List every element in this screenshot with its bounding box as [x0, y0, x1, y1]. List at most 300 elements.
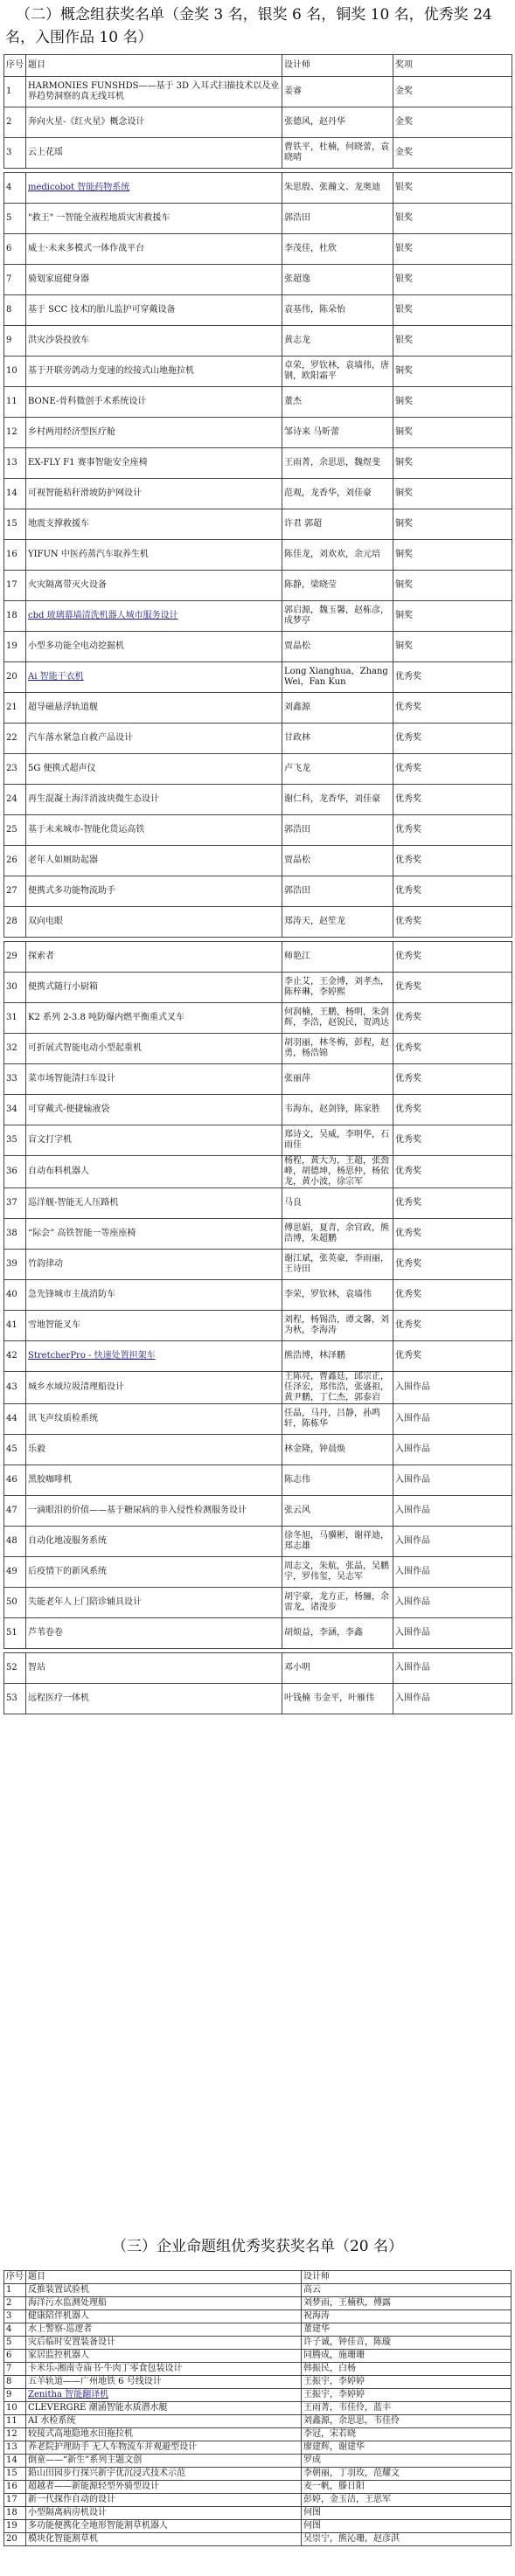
row-designer: 周志文，朱航，张晶，吴鹏宇，罗伟玺，吴志军 — [282, 1557, 393, 1588]
row-index: 30 — [4, 973, 26, 1003]
row-designer: 王振宇，李婷婷 — [302, 2389, 512, 2402]
table-row — [4, 479, 512, 509]
row-designer: 刘程，杨锡浩，谭文馨，刘为秋，李海涛 — [282, 1311, 393, 1341]
row-title: EX-FLY F1 赛事智能安全座椅 — [26, 448, 282, 479]
row-award: 入围作品 — [393, 1618, 512, 1649]
row-title: “际会” 高铁智能一等座座椅 — [26, 1219, 282, 1250]
row-index: 2 — [4, 107, 26, 138]
row-title: 鉛山田园步行探兴新宇优沉浸式技术示范 — [26, 2468, 302, 2481]
table-row — [4, 724, 512, 754]
row-designer: 谢仁科，龙香华，刘佳豪 — [282, 785, 393, 815]
row-title: 失能老年人上门陪诊辅具设计 — [26, 1588, 282, 1618]
row-designer: 刘鑫源，余思思，韦佳伶 — [302, 2415, 512, 2428]
row-designer: 李止艾，王金博，刘孝杰，陈梓琳，李婷熙 — [282, 973, 393, 1003]
row-designer: 曹铁平，杜楠，何晓蕾，袁晓晴 — [282, 138, 393, 169]
row-award: 入围作品 — [393, 1465, 512, 1496]
table-row — [4, 1372, 512, 1404]
row-title: 可折展式智能电动小型起重机 — [26, 1034, 282, 1064]
row-index: 1 — [4, 2284, 26, 2297]
table-row — [4, 509, 512, 540]
row-index: 7 — [4, 2363, 26, 2376]
row-award: 银奖 — [393, 173, 512, 204]
table-row — [4, 2415, 512, 2428]
row-title: 自动布料机器人 — [26, 1156, 282, 1188]
row-title: 巡洋舰-智能无人压路机 — [26, 1188, 282, 1219]
row-title: AI 水检系统 — [26, 2415, 302, 2428]
table-row — [4, 2284, 512, 2297]
row-title: 奔向火星-《红火星》概念设计 — [26, 107, 282, 138]
row-award: 银奖 — [393, 234, 512, 265]
table-row — [4, 295, 512, 326]
table-row — [4, 2297, 512, 2310]
row-title: 家居监控机器人 — [26, 2350, 302, 2363]
row-index: 44 — [4, 1404, 26, 1435]
row-designer: 高云 — [302, 2284, 512, 2297]
row-designer: 王振宇，李婷婷 — [302, 2376, 512, 2389]
row-title: 乐毅 — [26, 1435, 282, 1465]
award-header: 奖项 — [393, 55, 512, 77]
table-row — [4, 2402, 512, 2415]
row-designer: 何图 — [302, 2507, 512, 2520]
row-title: 雪地智能叉车 — [26, 1311, 282, 1341]
row-title: YIFUN 中医药蒸汽车取养生机 — [26, 540, 282, 571]
table-row — [4, 785, 512, 815]
row-award: 优秀奖 — [393, 907, 512, 938]
table-row — [4, 1188, 512, 1219]
table-row — [4, 2520, 512, 2533]
index-header: 序号 — [4, 2271, 26, 2284]
row-title: StretcherPro - 快速处置担架车 — [26, 1341, 282, 1372]
row-index: 7 — [4, 265, 26, 295]
row-index: 27 — [4, 876, 26, 907]
row-designer: 胡烦益，李涵，李鑫 — [282, 1618, 393, 1649]
row-index: 23 — [4, 754, 26, 785]
row-title: cbd 玻璃幕墙清洗机器人城市服务设计 — [26, 601, 282, 632]
row-index: 11 — [4, 387, 26, 418]
row-award: 优秀奖 — [393, 1034, 512, 1064]
row-title: 竹韵律动 — [26, 1250, 282, 1280]
enterprise-group-award-table — [3, 2270, 512, 2546]
row-title: 自动化地凌服务系统 — [26, 1527, 282, 1557]
row-designer: 陈静，梁晓莹 — [282, 571, 393, 601]
table-row — [4, 2350, 512, 2363]
row-designer: 姜睿 — [282, 77, 393, 107]
row-index: 25 — [4, 815, 26, 846]
row-index: 24 — [4, 785, 26, 815]
row-title: 讯飞声纹质检系统 — [26, 1404, 282, 1435]
table-row — [4, 1003, 512, 1034]
row-index: 18 — [4, 2507, 26, 2520]
row-award: 优秀奖 — [393, 1311, 512, 1341]
row-designer: Long Xianghua，Zhang Wei，Fan Kun — [282, 662, 393, 693]
row-award: 优秀奖 — [393, 1095, 512, 1125]
row-title: 可视智能秸秆滑坡防护网设计 — [26, 479, 282, 509]
row-index: 13 — [4, 2441, 26, 2455]
row-designer: 吴崇宁，熊沁珊，赵彦淇 — [302, 2533, 512, 2546]
row-title: 云上花瑶 — [26, 138, 282, 169]
table-row — [4, 1280, 512, 1311]
row-award: 优秀奖 — [393, 1250, 512, 1280]
row-designer: 刘鑫源 — [282, 693, 393, 724]
row-designer: 胡羽丽，林冬梅，彭程，赵勇，杨浩锦 — [282, 1034, 393, 1064]
row-title: 养老院护理助手 无人车物流车并观避型设计 — [26, 2441, 302, 2455]
row-index: 46 — [4, 1465, 26, 1496]
row-index: 3 — [4, 138, 26, 169]
row-designer: 叶钱楠 韦金平，叶雁伟 — [282, 1684, 393, 1714]
row-title: 火灾隔离带灭火设备 — [26, 571, 282, 601]
table-row — [4, 2310, 512, 2323]
row-designer: 郑涛天，赵笙龙 — [282, 907, 393, 938]
row-index: 9 — [4, 2389, 26, 2402]
index-header: 序号 — [4, 55, 26, 77]
row-award: 优秀奖 — [393, 942, 512, 973]
table-row — [4, 2507, 512, 2520]
row-designer: 林金隆，钟晨焕 — [282, 1435, 393, 1465]
row-award: 优秀奖 — [393, 1341, 512, 1372]
row-designer: 董杰 — [282, 387, 393, 418]
row-award: 银奖 — [393, 295, 512, 326]
row-designer: 李茂佳，杜欣 — [282, 234, 393, 265]
row-index: 49 — [4, 1557, 26, 1588]
row-index: 12 — [4, 2428, 26, 2441]
row-award: 铜奖 — [393, 479, 512, 509]
row-designer: 谢江斌，张英豪，李雨丽，王诗田 — [282, 1250, 393, 1280]
row-award: 优秀奖 — [393, 785, 512, 815]
row-index: 31 — [4, 1003, 26, 1034]
table-row — [4, 1125, 512, 1156]
row-award: 优秀奖 — [393, 876, 512, 907]
row-title: 城乡水域垃圾清理船设计 — [26, 1372, 282, 1404]
table-row — [4, 876, 512, 907]
table-row — [4, 601, 512, 632]
table-row — [4, 2481, 512, 2494]
row-award: 铜奖 — [393, 509, 512, 540]
row-title: 再生混凝土海洋消波块微生态设计 — [26, 785, 282, 815]
table-row — [4, 138, 512, 169]
row-designer: 彭婷，金玉洁，王思军 — [302, 2494, 512, 2507]
row-index: 26 — [4, 846, 26, 876]
row-designer: 郭浩田 — [282, 815, 393, 846]
table-row — [4, 265, 512, 295]
table-row — [4, 1341, 512, 1372]
row-index: 10 — [4, 357, 26, 387]
row-title: medicobot 智能药物系统 — [26, 173, 282, 204]
row-award: 优秀奖 — [393, 1156, 512, 1188]
row-designer: 韦海东，赵剑锋，陈家胜 — [282, 1095, 393, 1125]
row-index: 29 — [4, 942, 26, 973]
row-index: 4 — [4, 2323, 26, 2337]
row-title: 汽车落水紧急自救产品设计 — [26, 724, 282, 754]
row-award: 铜奖 — [393, 418, 512, 448]
row-award: 优秀奖 — [393, 846, 512, 876]
row-title: 基于开联旁鸽动力变速的绞接式山地拖拉机 — [26, 357, 282, 387]
row-designer: 董建华 — [302, 2323, 512, 2337]
row-designer: 张丽萍 — [282, 1064, 393, 1095]
row-designer: 张云风 — [282, 1496, 393, 1527]
row-award: 银奖 — [393, 326, 512, 357]
row-designer: 邹诗来 马昕蕾 — [282, 418, 393, 448]
row-title: 新一代探作自动的设计 — [26, 2494, 302, 2507]
row-title: Zenitha 智能翻译机 — [26, 2389, 302, 2402]
row-index: 2 — [4, 2297, 26, 2310]
row-award: 入围作品 — [393, 1404, 512, 1435]
table-row — [4, 1527, 512, 1557]
row-index: 17 — [4, 571, 26, 601]
row-title: 远程医疗一体机 — [26, 1684, 282, 1714]
row-index: 51 — [4, 1618, 26, 1649]
table-row — [4, 234, 512, 265]
row-designer: 何图 — [302, 2520, 512, 2533]
row-award: 优秀奖 — [393, 1188, 512, 1219]
table-row — [4, 1311, 512, 1341]
row-award: 优秀奖 — [393, 693, 512, 724]
row-index: 13 — [4, 448, 26, 479]
row-index: 18 — [4, 601, 26, 632]
row-index: 41 — [4, 1311, 26, 1341]
row-index: 16 — [4, 540, 26, 571]
row-award: 金奖 — [393, 77, 512, 107]
row-title: HARMONIES FUNSHDS——基于 3D 入耳式扫描技术以及业界趋势洞察的真无线耳机 — [26, 77, 282, 107]
row-index: 37 — [4, 1188, 26, 1219]
row-index: 9 — [4, 326, 26, 357]
row-award: 入围作品 — [393, 1435, 512, 1465]
row-title: 较接式高地隐地水田拖拉机 — [26, 2428, 302, 2441]
row-index: 14 — [4, 2455, 26, 2468]
row-title: 便携式随行小厨箱 — [26, 973, 282, 1003]
row-award: 优秀奖 — [393, 754, 512, 785]
row-title: BONE-骨科微创手术系统设计 — [26, 387, 282, 418]
row-designer: 罗成 — [302, 2455, 512, 2468]
row-title: 老年人如厕助起器 — [26, 846, 282, 876]
row-index: 40 — [4, 1280, 26, 1311]
row-index: 34 — [4, 1095, 26, 1125]
row-index: 1 — [4, 77, 26, 107]
row-title: "救王" 一智能全液程地质灾害救援车 — [26, 204, 282, 234]
row-index: 52 — [4, 1653, 26, 1684]
table-row — [4, 1684, 512, 1714]
row-index: 4 — [4, 173, 26, 204]
row-title: 洪灾沙袋投放车 — [26, 326, 282, 357]
row-award: 铜奖 — [393, 601, 512, 632]
table-row — [4, 1588, 512, 1618]
row-title: 卡米乐-湘南寺庙书·牛肉丁零食包装设计 — [26, 2363, 302, 2376]
row-award: 入围作品 — [393, 1527, 512, 1557]
row-index: 16 — [4, 2481, 26, 2494]
table-row — [4, 2494, 512, 2507]
row-designer: 李荣，罗钦林，袁墙伟 — [282, 1280, 393, 1311]
table-row — [4, 632, 512, 662]
row-index: 48 — [4, 1527, 26, 1557]
row-title: 模块化智能割草机 — [26, 2533, 302, 2546]
table-row — [4, 77, 512, 107]
row-title: 威士·未来多模式一体作战平台 — [26, 234, 282, 265]
row-award: 优秀奖 — [393, 973, 512, 1003]
row-designer: 刘梦雨，王楠秩，傅露 — [302, 2297, 512, 2310]
row-index: 45 — [4, 1435, 26, 1465]
row-designer: 陈志伟 — [282, 1465, 393, 1496]
row-designer: 卓荣，罗钦林，袁墙伟，唐钢，欧阳霜平 — [282, 357, 393, 387]
table-row — [4, 204, 512, 234]
row-index: 6 — [4, 234, 26, 265]
row-title: 水上警察-巡逻者 — [26, 2323, 302, 2337]
row-designer: 邓小明 — [282, 1653, 393, 1684]
table-row — [4, 1064, 512, 1095]
table-row — [4, 2337, 512, 2350]
row-designer: 同腾成，施珊珊 — [302, 2350, 512, 2363]
row-designer: 郑诗文，吴威，李明华，石雨佳 — [282, 1125, 393, 1156]
row-index: 5 — [4, 2337, 26, 2350]
row-title: CLEVERGRE 潮涌智能水质潜水艇 — [26, 2402, 302, 2415]
row-title: 可穿戴式-便捷输液袋 — [26, 1095, 282, 1125]
row-designer: 郭启源，魏玉馨，赵栋彦，成梦亭 — [282, 601, 393, 632]
row-designer: 杨程，黄大为，王超，张劲峰，胡德坤，杨思仲，杨依龙，黄小波，徐宗军 — [282, 1156, 393, 1188]
row-title: 后疫情下的新风系统 — [26, 1557, 282, 1588]
row-index: 15 — [4, 509, 26, 540]
table-row — [4, 1156, 512, 1188]
row-award: 入围作品 — [393, 1496, 512, 1527]
row-designer: 贾晶松 — [282, 632, 393, 662]
row-title: K2 系列 2-3.8 吨防爆内燃平衡重式叉车 — [26, 1003, 282, 1034]
row-title: 5G 便携式超声仪 — [26, 754, 282, 785]
table-header-row — [4, 2271, 512, 2284]
row-award: 优秀奖 — [393, 1125, 512, 1156]
row-index: 33 — [4, 1064, 26, 1095]
row-title: 灾后临时安置装备设计 — [26, 2337, 302, 2350]
table-row — [4, 662, 512, 693]
row-designer: 李冠，宋若晓 — [302, 2428, 512, 2441]
row-designer: 何润楠，王鹏，杨明，朱剑辉，李浩，赵锐民，贺鸿达 — [282, 1003, 393, 1034]
designer-header: 设计师 — [282, 55, 393, 77]
row-award: 入围作品 — [393, 1372, 512, 1404]
row-designer: 范观，龙香华，刘佳豪 — [282, 479, 393, 509]
row-award: 优秀奖 — [393, 1064, 512, 1095]
row-index: 3 — [4, 2310, 26, 2323]
row-award: 优秀奖 — [393, 1280, 512, 1311]
row-award: 铜奖 — [393, 448, 512, 479]
row-title: 盲文打字机 — [26, 1125, 282, 1156]
row-designer: 朱思殷、张瀚文、龙奥迪 — [282, 173, 393, 204]
table-row — [4, 942, 512, 973]
row-title: 超导磁悬浮轨道舰 — [26, 693, 282, 724]
table-row — [4, 973, 512, 1003]
row-designer: 甘政林 — [282, 724, 393, 754]
row-award: 铜奖 — [393, 540, 512, 571]
row-award: 优秀奖 — [393, 1219, 512, 1250]
row-index: 43 — [4, 1372, 26, 1404]
row-designer: 袁基伟，陈朵怡 — [282, 295, 393, 326]
row-index: 47 — [4, 1496, 26, 1527]
row-designer: 祝海涛 — [302, 2310, 512, 2323]
row-title: 地震支撑救援车 — [26, 509, 282, 540]
row-designer: 许君 郭超 — [282, 509, 393, 540]
row-designer: 张德风，赵丹华 — [282, 107, 393, 138]
table-row — [4, 907, 512, 938]
table-row — [4, 107, 512, 138]
row-award: 优秀奖 — [393, 1003, 512, 1034]
table-row — [4, 2533, 512, 2546]
row-title: 小型多功能全电动挖掘机 — [26, 632, 282, 662]
row-designer: 李朝丽，丁羽玫，范耀文 — [302, 2468, 512, 2481]
table-row — [4, 2428, 512, 2441]
row-title: 超越者——新能源轻型外骑型设计 — [26, 2481, 302, 2494]
row-title: 探索者 — [26, 942, 282, 973]
row-designer: 傅思娟，夏青，余官政，熊浩博，朱超鹏 — [282, 1219, 393, 1250]
row-designer: 廖建辉，谢建华 — [302, 2441, 512, 2455]
row-designer: 韩振民，白杨 — [302, 2363, 512, 2376]
table-row — [4, 2376, 512, 2389]
row-title: 智站 — [26, 1653, 282, 1684]
row-designer: 黄志龙 — [282, 326, 393, 357]
row-title: Ai 智能干衣机 — [26, 662, 282, 693]
row-award: 入围作品 — [393, 1684, 512, 1714]
table-row — [4, 846, 512, 876]
row-index: 20 — [4, 2533, 26, 2546]
row-title: 乡村两用经济型医疗舱 — [26, 418, 282, 448]
row-index: 53 — [4, 1684, 26, 1714]
row-index: 14 — [4, 479, 26, 509]
table-row — [4, 1435, 512, 1465]
row-title: 多功能便携化全地形智能割草机器人 — [26, 2520, 302, 2533]
table-row — [4, 387, 512, 418]
table-row — [4, 540, 512, 571]
row-index: 20 — [4, 662, 26, 693]
title-header: 题目 — [26, 2271, 302, 2284]
row-index: 5 — [4, 204, 26, 234]
row-title: 健康陪伴机器人 — [26, 2310, 302, 2323]
table-row — [4, 357, 512, 387]
row-title: 便携式多功能物流助手 — [26, 876, 282, 907]
row-index: 32 — [4, 1034, 26, 1064]
row-designer: 胡宇豪，龙方正，杨骊，余雷龙，诸浚步 — [282, 1588, 393, 1618]
row-designer: 马良 — [282, 1188, 393, 1219]
table-row — [4, 693, 512, 724]
table-row — [4, 1618, 512, 1649]
row-award: 铜奖 — [393, 571, 512, 601]
table-row — [4, 2363, 512, 2376]
row-title: 基于 SCC 技术的胎儿监护可穿戴设备 — [26, 295, 282, 326]
row-award: 优秀奖 — [393, 724, 512, 754]
section-title-concept-group: （二）概念组获奖名单（金奖 3 名，银奖 6 名，铜奖 10 名，优秀奖 24 名，入围作品 10 名） — [5, 6, 492, 46]
table-header-row — [4, 55, 512, 77]
table-row — [4, 1496, 512, 1527]
row-index: 50 — [4, 1588, 26, 1618]
section-title-enterprise-group: （三）企业命题组优秀奖获奖名单（20 名） — [111, 2238, 404, 2255]
row-index: 38 — [4, 1219, 26, 1250]
row-index: 21 — [4, 693, 26, 724]
table-row — [4, 2468, 512, 2481]
row-designer: 王雨菁，余思思，魏煜斐 — [282, 448, 393, 479]
row-designer: 熊浩博，林泽鹏 — [282, 1341, 393, 1372]
row-index: 19 — [4, 2520, 26, 2533]
row-index: 22 — [4, 724, 26, 754]
row-designer: 麦一帆，滕日阳 — [302, 2481, 512, 2494]
concept-group-award-table — [3, 54, 512, 1714]
table-row — [4, 2389, 512, 2402]
table-row — [4, 1465, 512, 1496]
table-row — [4, 1250, 512, 1280]
title-header: 题目 — [26, 55, 282, 77]
row-award: 铜奖 — [393, 632, 512, 662]
row-award: 铜奖 — [393, 357, 512, 387]
row-designer: 郭浩田 — [282, 204, 393, 234]
row-designer: 王雨菁，韦佳伶，蓝丰 — [302, 2402, 512, 2415]
row-award: 银奖 — [393, 204, 512, 234]
row-designer: 徐冬旭，马骥彬，谢祥迪，郑志雄 — [282, 1527, 393, 1557]
row-title: 芦苇卷卷 — [26, 1618, 282, 1649]
row-award: 金奖 — [393, 138, 512, 169]
row-index: 36 — [4, 1156, 26, 1188]
row-designer: 许子诚，钟佳音，陈璇 — [302, 2337, 512, 2350]
